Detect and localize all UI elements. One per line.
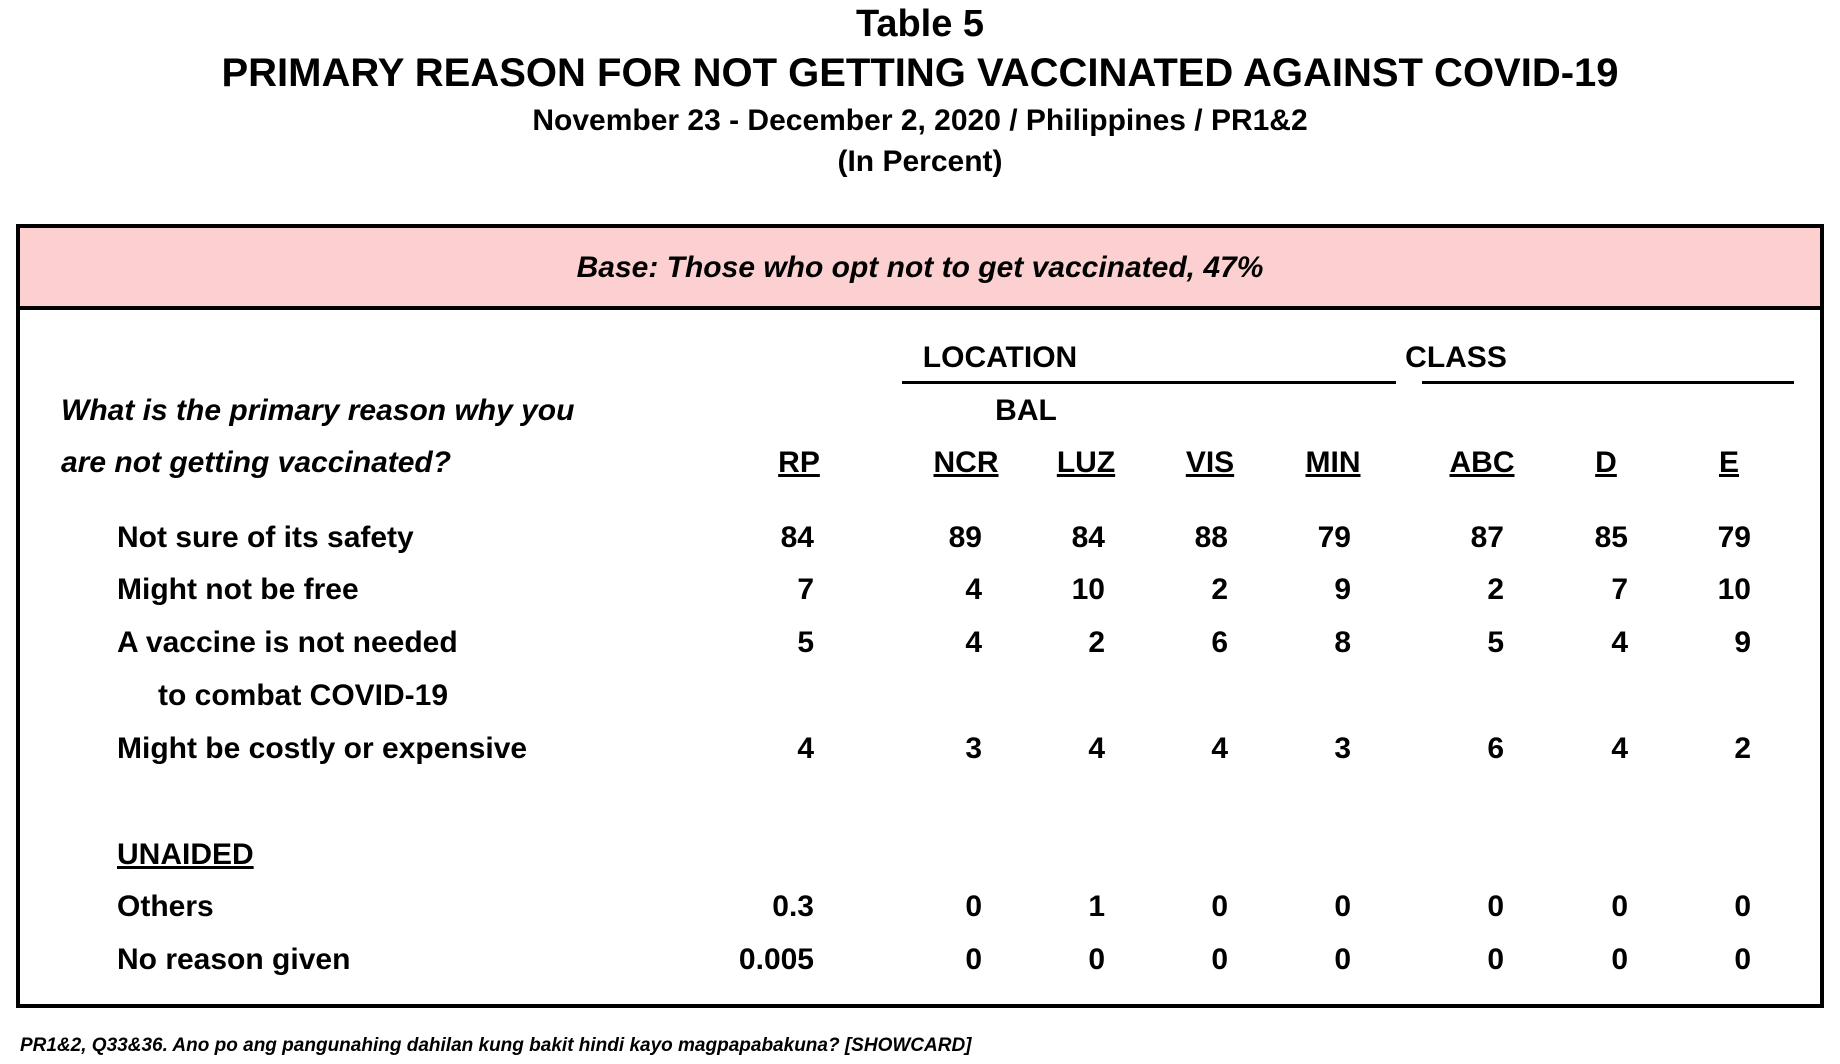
row-label: Others — [117, 890, 214, 923]
cell-e: 2 — [1734, 732, 1751, 765]
cell-ncr: 89 — [948, 521, 982, 554]
row-label: A vaccine is not needed — [117, 626, 458, 659]
cell-ncr: 4 — [965, 573, 982, 606]
cell-abc: 6 — [1487, 732, 1504, 765]
cell-luz: 4 — [1088, 732, 1105, 765]
question-line-2: are not getting vaccinated? — [61, 446, 452, 479]
cell-luz: 2 — [1088, 626, 1105, 659]
cell-luz: 10 — [1071, 573, 1105, 606]
col-header-min: MIN — [1305, 446, 1361, 479]
bal-label: BAL — [995, 394, 1057, 427]
cell-rp: 5 — [797, 626, 814, 659]
cell-rp: 84 — [780, 521, 814, 554]
cell-d: 7 — [1611, 573, 1628, 606]
cell-min: 79 — [1317, 521, 1351, 554]
cell-e: 9 — [1734, 626, 1751, 659]
cell-min: 0 — [1334, 943, 1351, 976]
cell-rp: 0.005 — [738, 943, 814, 976]
class-rule — [1422, 381, 1794, 384]
row-label: Might not be free — [117, 573, 359, 606]
cell-e: 79 — [1717, 521, 1751, 554]
cell-ncr: 4 — [965, 626, 982, 659]
cell-min: 3 — [1334, 732, 1351, 765]
cell-vis: 4 — [1211, 732, 1228, 765]
cell-rp: 4 — [797, 732, 814, 765]
table-subtitle: November 23 - December 2, 2020 / Philippines / PR1&2 — [532, 104, 1308, 137]
cell-d: 0 — [1611, 890, 1628, 923]
cell-d: 85 — [1594, 521, 1628, 554]
cell-ncr: 0 — [965, 943, 982, 976]
col-header-luz: LUZ — [1056, 446, 1116, 479]
cell-d: 4 — [1611, 732, 1628, 765]
cell-vis: 6 — [1211, 626, 1228, 659]
cell-rp: 7 — [797, 573, 814, 606]
table-title: PRIMARY REASON FOR NOT GETTING VACCINATED AGAINST COVID-19 — [221, 51, 1619, 95]
row-label-continuation: to combat COVID-19 — [158, 679, 449, 712]
col-header-vis: VIS — [1185, 446, 1235, 479]
cell-vis: 2 — [1211, 573, 1228, 606]
col-header-ncr: NCR — [933, 446, 999, 479]
cell-ncr: 0 — [965, 890, 982, 923]
cell-ncr: 3 — [965, 732, 982, 765]
cell-vis: 88 — [1194, 521, 1228, 554]
cell-min: 8 — [1334, 626, 1351, 659]
row-label: Not sure of its safety — [117, 521, 414, 554]
cell-abc: 5 — [1487, 626, 1504, 659]
col-header-e: E — [1718, 446, 1739, 479]
cell-luz: 1 — [1088, 890, 1105, 923]
base-text: Base: Those who opt not to get vaccinated, 47% — [576, 251, 1264, 284]
table-number: Table 5 — [855, 3, 985, 45]
row-label: No reason given — [117, 943, 351, 976]
row-label: Might be costly or expensive — [117, 732, 528, 765]
location-rule — [902, 381, 1396, 384]
group-location: LOCATION — [922, 341, 1078, 374]
cell-e: 0 — [1734, 890, 1751, 923]
cell-rp: 0.3 — [772, 890, 814, 923]
cell-abc: 87 — [1470, 521, 1504, 554]
cell-vis: 0 — [1211, 890, 1228, 923]
cell-min: 9 — [1334, 573, 1351, 606]
col-header-rp: RP — [778, 446, 820, 479]
cell-vis: 0 — [1211, 943, 1228, 976]
group-class: CLASS — [1405, 341, 1507, 374]
footnote: PR1&2, Q33&36. Ano po ang pangunahing dahilan kung bakit hindi kayo magpapabakuna? [SHOWCARD] — [20, 1035, 972, 1056]
base-banner — [16, 224, 1824, 310]
cell-d: 4 — [1611, 626, 1628, 659]
cell-abc: 0 — [1487, 943, 1504, 976]
cell-luz: 0 — [1088, 943, 1105, 976]
unaided-heading: UNAIDED — [117, 838, 254, 871]
question-line-1: What is the primary reason why you — [61, 394, 575, 427]
cell-min: 0 — [1334, 890, 1351, 923]
col-header-abc: ABC — [1449, 446, 1515, 479]
col-header-d: D — [1595, 446, 1617, 479]
cell-luz: 84 — [1071, 521, 1105, 554]
cell-abc: 2 — [1487, 573, 1504, 606]
cell-e: 10 — [1717, 573, 1751, 606]
cell-d: 0 — [1611, 943, 1628, 976]
cell-e: 0 — [1734, 943, 1751, 976]
cell-abc: 0 — [1487, 890, 1504, 923]
unit-label: (In Percent) — [837, 145, 1003, 178]
